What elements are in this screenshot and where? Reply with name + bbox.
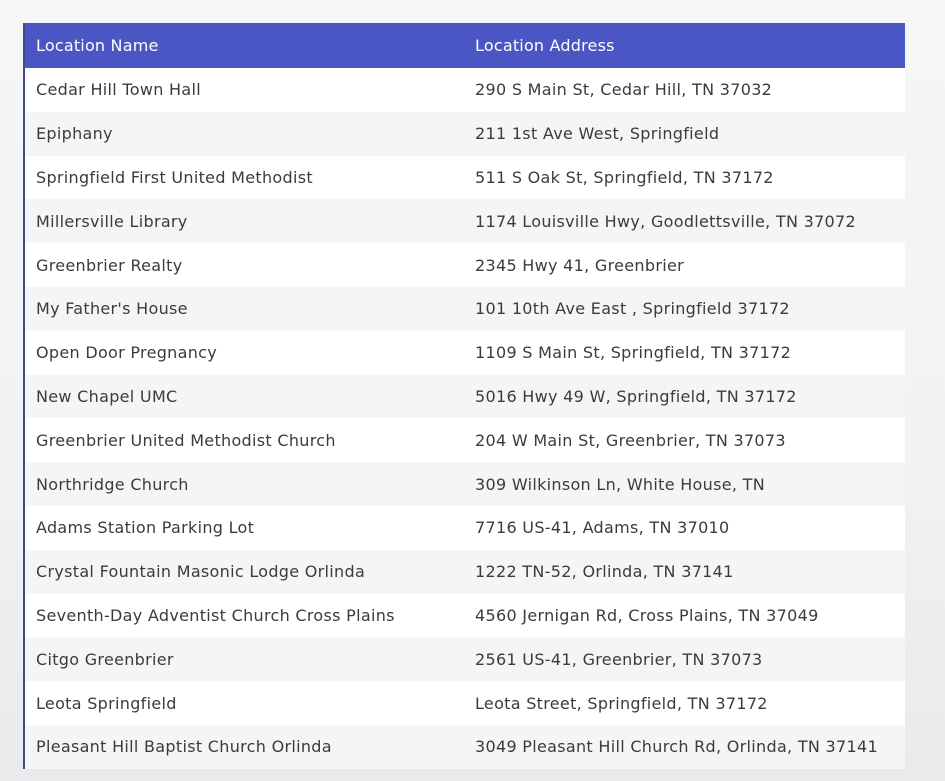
location-name-cell: Northridge Church bbox=[25, 462, 464, 506]
table-row bbox=[25, 199, 905, 243]
location-name-cell: Millersville Library bbox=[25, 199, 464, 243]
table-row bbox=[25, 156, 905, 200]
location-address-cell: Leota Street, Springfield, TN 37172 bbox=[464, 681, 905, 725]
location-address-cell: 2561 US-41, Greenbrier, TN 37073 bbox=[464, 637, 905, 681]
location-name-cell: Springfield First United Methodist bbox=[25, 156, 464, 200]
location-address-cell: 204 W Main St, Greenbrier, TN 37073 bbox=[464, 418, 905, 462]
location-address-cell: 5016 Hwy 49 W, Springfield, TN 37172 bbox=[464, 375, 905, 419]
table-row bbox=[25, 287, 905, 331]
location-address-cell: 2345 Hwy 41, Greenbrier bbox=[464, 243, 905, 287]
locations-table bbox=[25, 23, 905, 769]
table-row bbox=[25, 506, 905, 550]
table-header bbox=[25, 23, 905, 68]
location-address-cell: 4560 Jernigan Rd, Cross Plains, TN 37049 bbox=[464, 594, 905, 638]
location-address-cell: 1109 S Main St, Springfield, TN 37172 bbox=[464, 331, 905, 375]
location-name-cell: Seventh-Day Adventist Church Cross Plains bbox=[25, 594, 464, 638]
location-address-cell: 211 1st Ave West, Springfield bbox=[464, 112, 905, 156]
location-address-cell: 101 10th Ave East , Springfield 37172 bbox=[464, 287, 905, 331]
location-name-cell: Greenbrier United Methodist Church bbox=[25, 418, 464, 462]
table-row bbox=[25, 681, 905, 725]
table-row bbox=[25, 112, 905, 156]
table-row bbox=[25, 418, 905, 462]
table-body bbox=[25, 68, 905, 769]
table-row bbox=[25, 550, 905, 594]
location-name-cell: Leota Springfield bbox=[25, 681, 464, 725]
table-row bbox=[25, 331, 905, 375]
location-address-cell: 3049 Pleasant Hill Church Rd, Orlinda, TN 37141 bbox=[464, 725, 905, 769]
location-name-cell: New Chapel UMC bbox=[25, 375, 464, 419]
table-row bbox=[25, 594, 905, 638]
location-name-cell: Pleasant Hill Baptist Church Orlinda bbox=[25, 725, 464, 769]
location-name-cell: Crystal Fountain Masonic Lodge Orlinda bbox=[25, 550, 464, 594]
location-name-cell: Open Door Pregnancy bbox=[25, 331, 464, 375]
location-address-cell: 1174 Louisville Hwy, Goodlettsville, TN 37072 bbox=[464, 199, 905, 243]
table-row bbox=[25, 725, 905, 769]
location-address-cell: 1222 TN-52, Orlinda, TN 37141 bbox=[464, 550, 905, 594]
location-name-cell: Greenbrier Realty bbox=[25, 243, 464, 287]
location-name-cell: Adams Station Parking Lot bbox=[25, 506, 464, 550]
location-name-cell: Epiphany bbox=[25, 112, 464, 156]
location-name-cell: Cedar Hill Town Hall bbox=[25, 68, 464, 112]
location-address-cell: 7716 US-41, Adams, TN 37010 bbox=[464, 506, 905, 550]
table-row bbox=[25, 462, 905, 506]
location-address-cell: 290 S Main St, Cedar Hill, TN 37032 bbox=[464, 68, 905, 112]
location-name-cell: Citgo Greenbrier bbox=[25, 637, 464, 681]
table-row bbox=[25, 637, 905, 681]
table-row bbox=[25, 68, 905, 112]
column-header-location-address: Location Address bbox=[464, 23, 905, 68]
locations-table-container bbox=[23, 23, 903, 769]
table-row bbox=[25, 243, 905, 287]
column-header-location-name: Location Name bbox=[25, 23, 464, 68]
location-address-cell: 309 Wilkinson Ln, White House, TN bbox=[464, 462, 905, 506]
location-name-cell: My Father's House bbox=[25, 287, 464, 331]
table-row bbox=[25, 375, 905, 419]
location-address-cell: 511 S Oak St, Springfield, TN 37172 bbox=[464, 156, 905, 200]
header-row bbox=[25, 23, 905, 68]
